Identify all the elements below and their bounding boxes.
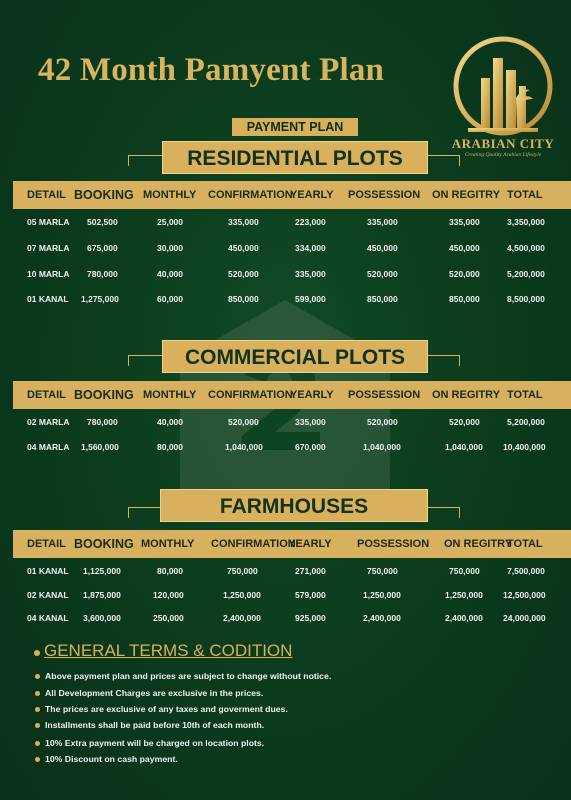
cell-possession: 1,250,000 (363, 590, 401, 600)
cell-detail: 02 MARLA (27, 417, 70, 427)
brand-tagline: Creating Quality Arabian Lifestyle (464, 152, 542, 158)
terms-title: GENERAL TERMS & CODITION (44, 641, 293, 660)
table-row (13, 590, 571, 604)
cell-yearly: 335,000 (295, 417, 326, 427)
header-confirmation: CONFIRMATION (211, 538, 296, 550)
cell-on-registry: 2,400,000 (445, 613, 483, 623)
header-on-registry: ON REGITRY (444, 538, 513, 550)
cell-total: 10,400,000 (503, 442, 546, 452)
term-item: 10% Extra payment will be charged on location plots. (45, 738, 264, 748)
cell-monthly: 120,000 (153, 590, 184, 600)
payment-plan-label: PAYMENT PLAN (232, 118, 358, 136)
cell-possession: 450,000 (367, 243, 398, 253)
cell-total: 7,500,000 (507, 566, 545, 576)
brand-name: ARABIAN CITY (451, 136, 555, 151)
header-on-registry: ON REGITRY (432, 389, 501, 401)
header-yearly: YEARLY (288, 538, 332, 550)
cell-yearly: 271,000 (295, 566, 326, 576)
cell-confirmation: 335,000 (228, 217, 259, 227)
cell-total: 3,350,000 (507, 217, 545, 227)
cell-monthly: 40,000 (157, 417, 183, 427)
cell-detail: 04 KANAL (27, 613, 69, 623)
cell-confirmation: 2,400,000 (223, 613, 261, 623)
header-confirmation: CONFIRMATION (208, 189, 293, 201)
cell-booking: 675,000 (87, 243, 118, 253)
header-booking: BOOKING (74, 388, 134, 402)
header-yearly: YEARLY (290, 189, 334, 201)
header-on-registry: ON REGITRY (432, 189, 501, 201)
header-monthly: MONTHLY (143, 389, 197, 401)
cell-monthly: 60,000 (157, 294, 183, 304)
term-item: Installments shall be paid before 10th of each month. (45, 720, 264, 730)
cell-monthly: 40,000 (157, 269, 183, 279)
cell-total: 12,500,000 (503, 590, 546, 600)
cell-monthly: 250,000 (153, 613, 184, 623)
cell-detail: 01 KANAL (27, 294, 69, 304)
cell-possession: 335,000 (367, 217, 398, 227)
cell-monthly: 30,000 (157, 243, 183, 253)
table-row (13, 566, 571, 580)
cell-confirmation: 520,000 (228, 417, 259, 427)
cell-monthly: 80,000 (157, 442, 183, 452)
cell-yearly: 670,000 (295, 442, 326, 452)
residential-banner: RESIDENTIAL PLOTS (162, 141, 428, 174)
cell-possession: 1,040,000 (363, 442, 401, 452)
header-monthly: MONTHLY (143, 189, 197, 201)
cell-detail: 05 MARLA (27, 217, 70, 227)
header-detail: DETAIL (27, 189, 66, 201)
table-row (13, 217, 571, 231)
term-item: All Development Charges are exclusive in the prices. (45, 688, 263, 698)
cell-on-registry: 1,250,000 (445, 590, 483, 600)
page-title: 42 Month Pamyent Plan (38, 52, 385, 88)
cell-possession: 2,400,000 (363, 613, 401, 623)
cell-booking: 780,000 (87, 269, 118, 279)
bullet-icon (35, 674, 40, 679)
bullet-icon (35, 691, 40, 696)
table-row (13, 417, 571, 431)
cell-yearly: 925,000 (295, 613, 326, 623)
header-yearly: YEARLY (290, 389, 334, 401)
cell-monthly: 25,000 (157, 217, 183, 227)
cell-on-registry: 1,040,000 (445, 442, 483, 452)
cell-detail: 07 MARLA (27, 243, 70, 253)
cell-booking: 1,875,000 (83, 590, 121, 600)
cell-total: 5,200,000 (507, 269, 545, 279)
table-row (13, 613, 571, 627)
bullet-icon (35, 707, 40, 712)
header-possession: POSSESSION (357, 538, 430, 550)
cell-total: 24,000,000 (503, 613, 546, 623)
table-row (13, 294, 571, 308)
term-item: The prices are exclusive of any taxes and goverment dues. (45, 704, 288, 714)
header-possession: POSSESSION (348, 189, 421, 201)
header-detail: DETAIL (27, 538, 66, 550)
cell-yearly: 223,000 (295, 217, 326, 227)
cell-monthly: 80,000 (157, 566, 183, 576)
cell-confirmation: 850,000 (228, 294, 259, 304)
cell-yearly: 334,000 (295, 243, 326, 253)
cell-yearly: 579,000 (295, 590, 326, 600)
bullet-icon (35, 723, 40, 728)
cell-on-registry: 335,000 (449, 217, 480, 227)
cell-on-registry: 850,000 (449, 294, 480, 304)
cell-on-registry: 750,000 (449, 566, 480, 576)
header-total: TOTAL (507, 538, 543, 550)
terms-bullet-icon (34, 650, 40, 656)
cell-confirmation: 450,000 (228, 243, 259, 253)
cell-booking: 502,500 (87, 217, 118, 227)
farmhouses-header-row (13, 530, 571, 558)
cell-confirmation: 1,040,000 (225, 442, 263, 452)
cell-on-registry: 520,000 (449, 417, 480, 427)
header-possession: POSSESSION (348, 389, 421, 401)
cell-detail: 10 MARLA (27, 269, 70, 279)
cell-detail: 02 KANAL (27, 590, 69, 600)
bullet-icon (35, 741, 40, 746)
cell-on-registry: 450,000 (449, 243, 480, 253)
table-row (13, 243, 571, 257)
cell-yearly: 599,000 (295, 294, 326, 304)
header-total: TOTAL (507, 389, 543, 401)
cell-total: 8,500,000 (507, 294, 545, 304)
cell-possession: 850,000 (367, 294, 398, 304)
term-item: Above payment plan and prices are subject to change without notice. (45, 671, 331, 681)
cell-total: 4,500,000 (507, 243, 545, 253)
cell-yearly: 335,000 (295, 269, 326, 279)
cell-detail: 01 KANAL (27, 566, 69, 576)
cell-confirmation: 750,000 (227, 566, 258, 576)
header-booking: BOOKING (74, 188, 134, 202)
cell-on-registry: 520,000 (449, 269, 480, 279)
cell-booking: 780,000 (87, 417, 118, 427)
term-item: 10% Discount on cash payment. (45, 754, 178, 764)
table-row (13, 442, 571, 456)
residential-header-row (13, 181, 571, 209)
bullet-icon (35, 757, 40, 762)
header-monthly: MONTHLY (141, 538, 195, 550)
commercial-banner: COMMERCIAL PLOTS (162, 340, 428, 373)
cell-detail: 04 MARLA (27, 442, 70, 452)
cell-total: 5,200,000 (507, 417, 545, 427)
header-total: TOTAL (507, 189, 543, 201)
cell-booking: 1,275,000 (81, 294, 119, 304)
header-detail: DETAIL (27, 389, 66, 401)
cell-confirmation: 1,250,000 (223, 590, 261, 600)
commercial-header-row (13, 381, 571, 409)
cell-possession: 750,000 (367, 566, 398, 576)
cell-possession: 520,000 (367, 269, 398, 279)
header-booking: BOOKING (74, 537, 134, 551)
table-row (13, 269, 571, 283)
cell-confirmation: 520,000 (228, 269, 259, 279)
cell-booking: 1,560,000 (81, 442, 119, 452)
cell-booking: 1,125,000 (83, 566, 121, 576)
cell-booking: 3,600,000 (83, 613, 121, 623)
farmhouses-banner: FARMHOUSES (160, 489, 428, 522)
header-confirmation: CONFIRMATION (208, 389, 293, 401)
cell-possession: 520,000 (367, 417, 398, 427)
